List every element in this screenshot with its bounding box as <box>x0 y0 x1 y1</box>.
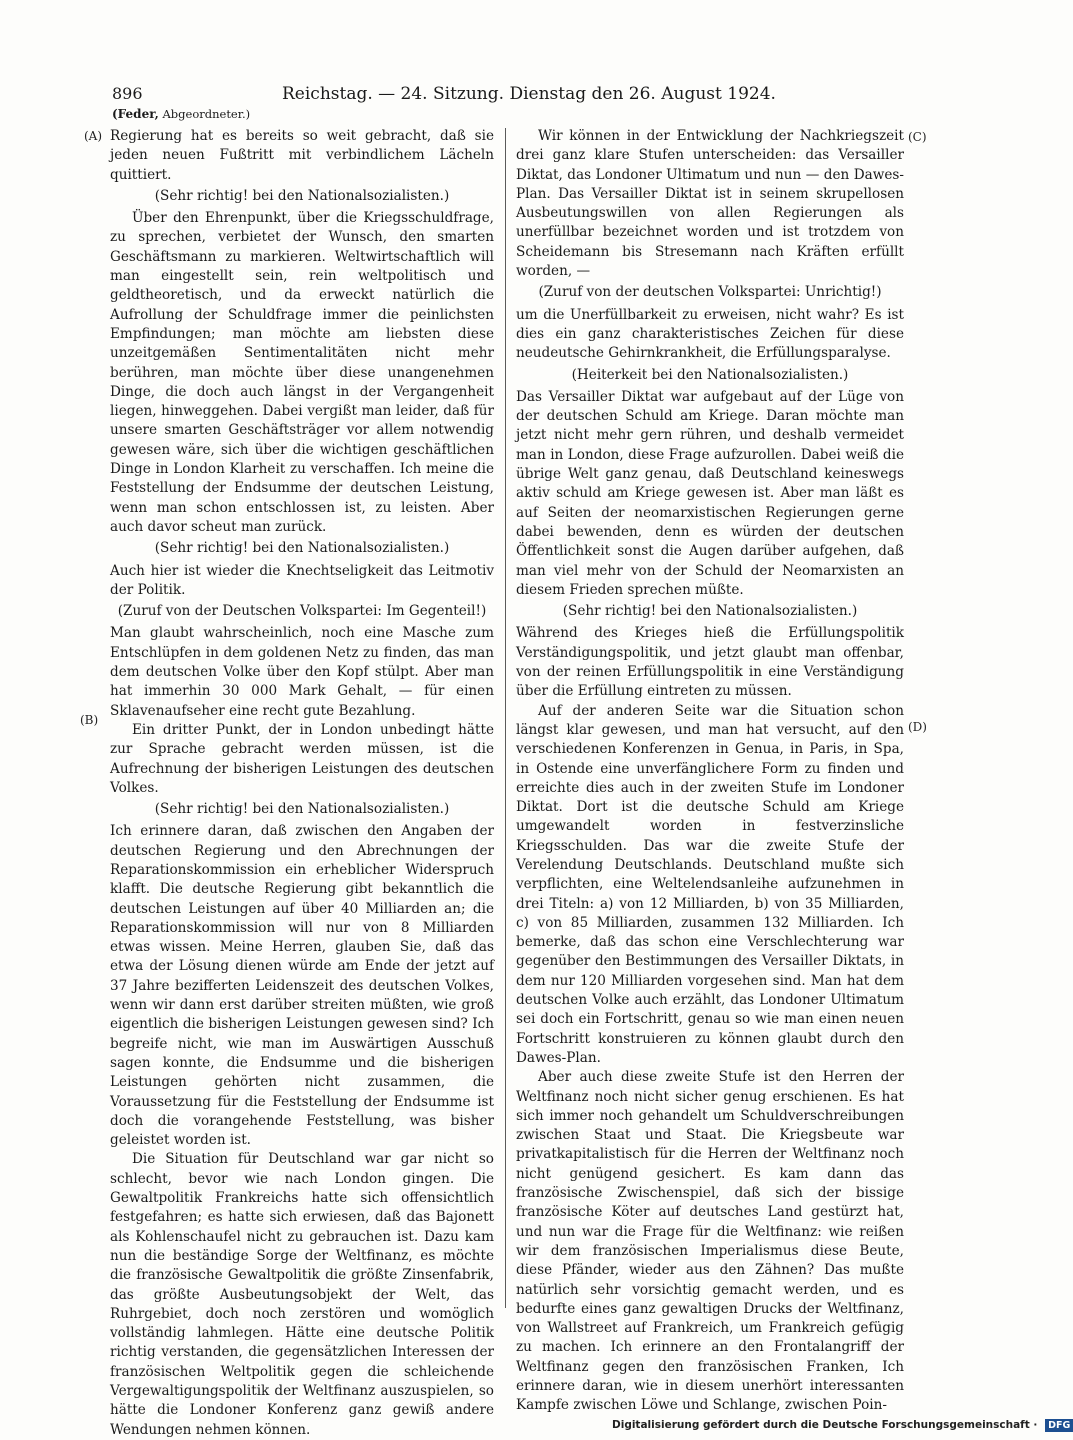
paragraph: Während des Krieges hieß die Erfüllungspolitik Verständigungspolitik, und jetzt glaubt man offenbar, von der reinen Erfüllungspolitik in eine Verständigung über die Erfüllung eintreten zu müssen. <box>516 625 904 700</box>
paragraph: Wir können in der Entwicklung der Nachkriegszeit drei ganz klare Stufen unterscheiden: das Versailler Diktat, das Londoner Ultimatum und nun — den Dawes-Plan. Das Versailler Diktat ist in seinem skrupellosen Ausbeutungswillen von allen Regierungen als unerfüllbar bezeichnet worden und ist trotzdem von Scheidemann bis Stresemann nach Kräften erfüllt worden, — <box>516 128 904 280</box>
margin-mark-b: (B) <box>80 713 99 727</box>
paragraph: Das Versailler Diktat war aufgebaut auf der Lüge von der deutschen Schuld am Kriege. Daran möchte man jetzt nicht mehr gern rühren, und deshalb vermeidet man in London, diese Frage aufzurollen. Dabei weiß die übrige Welt ganz genau, daß Deutschland keineswegs aktiv schuld am Kriege gewesen ist. Aber man läßt es auf Seiten der neomarxistischen Regierungen gerne dabei bewenden, denn es würden der deutschen Öffentlichkeit sonst die Augen darüber aufgehen, daß man viel mehr von der Schuld der Neomarxisten an diesem Frieden sprechen müßte. <box>516 388 904 598</box>
margin-mark-a: (A) <box>84 129 103 143</box>
paragraph: Man glaubt wahrscheinlich, noch eine Masche zum Entschlüpfen in dem goldenen Netz zu finden, das man dem deutschen Volke über den Kopf stülpt. Aber man hat immerhin 30 000 Mark Gehalt, — für einen Sklavenaufseher eine recht gute Bezahlung. <box>110 625 494 719</box>
footer-text: Digitalisierung gefördert durch die Deutsche Forschungsgemeinschaft · <box>612 1419 1038 1431</box>
footer-credit <box>612 1419 1073 1432</box>
column-divider <box>505 128 506 1308</box>
paragraph: Regierung hat es bereits so weit gebracht, daß sie jeden neuen Fußtritt mit verbindlichem Lächeln quittiert. <box>110 128 494 183</box>
interjection: (Heiterkeit bei den Nationalsozialisten.) <box>571 366 849 383</box>
left-column <box>110 127 494 1440</box>
speaker-role: Abgeordneter.) <box>162 107 251 121</box>
interjection: (Sehr richtig! bei den Nationalsozialisten.) <box>154 540 450 557</box>
paragraph: Ein dritter Punkt, der in London unbedingt hätte zur Sprache gebracht werden müssen, ist die Aufrechnung der bisherigen Leistungen des deutschen Volkes. <box>110 721 494 796</box>
interjection: (Zuruf von der deutschen Volkspartei: Unrichtig!) <box>538 284 882 301</box>
interjection: (Sehr richtig! bei den Nationalsozialisten.) <box>154 187 450 204</box>
running-title: Reichstag. — 24. Sitzung. Dienstag den 26. August 1924. <box>282 84 776 104</box>
margin-mark-d: (D) <box>908 720 927 734</box>
paragraph: Auch hier ist wieder die Knechtseligkeit das Leitmotiv der Politik. <box>110 562 494 598</box>
paragraph: Die Situation für Deutschland war gar nicht so schlecht, bevor wie nach London gingen. Die Gewaltpolitik Frankreichs hatte sich offensichtlich festgefahren; es hatte sich erwiesen, daß das Bajonett als Kohlenschaufel nicht zu gebrauchen ist. Dazu kam nun die beständige Sorge der Weltfinanz, es möchte die französische Gewaltpolitik die größte Zinsenfabrik, das größte Ausbeutungsobjekt der Welt, das Ruhrgebiet, doch noch zerstören und womöglich vollständig lahmlegen. Hätte eine deutsche Politik richtig verstanden, die gegensätzlichen Interessen der französischen Weltpolitik gegen die schleichende Vergewaltigungspolitik der Weltfinanz auszuspielen, so hätte die Londoner Konferenz ganz gewiß andere Wendungen nehmen können. <box>110 1151 494 1438</box>
page-number: 896 <box>112 84 143 103</box>
interjection: (Sehr richtig! bei den Nationalsozialisten.) <box>154 801 450 818</box>
paragraph: Ich erinnere daran, daß zwischen den Angaben der deutschen Regierung und den Abrechnungen der Reparationskommission ein erheblicher Widerspruch klafft. Die deutsche Regierung gibt bekanntlich die deutschen Leistungen auf über 40 Milliarden an; die Reparationskommission will nur von 8 Milliarden etwas wissen. Meine Herren, glauben Sie, daß das etwa der Lösung dienen würde am Ende der jetzt auf 37 Jahre bezifferten Leidenszeit des deutschen Volkes, wenn wir dann erst darüber streiten müßten, wie groß eigentlich die bisherigen Leistungen gewesen sind? Ich begreife nicht, wie man im Auswärtigen Ausschuß sagen konnte, die Endsumme und die bisherigen Leistungen gehörten nicht zusammen, die Voraussetzung für die Feststellung der Endsumme ist doch die vorangehende Feststellung, was bisher geleistet worden ist. <box>110 823 494 1149</box>
right-column <box>516 127 904 1416</box>
paragraph: um die Unerfüllbarkeit zu erweisen, nicht wahr? Es ist dies ein ganz charakteristisches Zeichen für diese neudeutsche Gehirnkrankheit, die Erfüllungsparalyse. <box>516 306 904 362</box>
paragraph: Über den Ehrenpunkt, über die Kriegsschuldfrage, zu sprechen, verbietet der Wunsch, den smarten Geschäftsmann zu markieren. Weltwirtschaftlich will man eingestellt sein, rein weltpolitisch und geldtheoretisch, und da erweckt natürlich die Aufrollung der Schuldfrage immer die peinlichsten Empfindungen; man möchte am liebsten diese unzeitgemäßen Sentimentalitäten nicht mehr berühren, man möchte über diese unangenehmen Dinge, die doch auch längst in der Vergangenheit liegen, hinweggehen. Dabei vergißt man leider, daß für unsere smarten Geschäftsträger vor allem notwendig gewesen wäre, sich über die wichtigen geschäftlichen Dinge in London Klarheit zu verschaffen. Ich meine die Feststellung der Endsumme der deutschen Leistung, wenn man schon entschlossen ist, zu leisten. Aber auch davor scheut man zurück. <box>110 210 494 535</box>
dfg-logo: DFG <box>1045 1419 1073 1432</box>
margin-mark-c: (C) <box>908 130 927 144</box>
speaker-label <box>112 107 250 121</box>
speaker-name: (Feder, <box>112 107 159 121</box>
page-header <box>112 84 776 108</box>
paragraph: Aber auch diese zweite Stufe ist den Herren der Weltfinanz noch nicht sicher genug erschienen. Es hat sich immer noch gehandelt um Schuldverschreibungen zwischen Staat und Staat. Die Kriegsbeute war privatkapitalistisch für die Herren der Weltfinanz noch nicht genügend gesichert. Es kam dann das französische Zwischenspiel, daß sich der bissige französische Köter auf deutsches Land gestürzt hat, und nun war die Frage für die Weltfinanz: wie reißen wir dem französischen Imperialismus diese Beute, diese Pfänder, wieder aus den Zähnen? Das mußte natürlich sehr vorsichtig gemacht werden, und es bedurfte eines ganz gewaltigen Drucks der Weltfinanz, von Wallstreet auf Frankreich, um Frankreich gefügig zu machen. Ich erinnere an den Frontalangriff der Weltfinanz gegen den französischen Franken, Ich erinnere daran, wie in diesem unerhört interessanten Kampfe zwischen Löwe und Schlange, zwischen Poin- <box>516 1069 904 1414</box>
interjection: (Zuruf von der Deutschen Volkspartei: Im Gegenteil!) <box>117 603 487 620</box>
interjection: (Sehr richtig! bei den Nationalsozialisten.) <box>562 603 858 620</box>
paragraph: Auf der anderen Seite war die Situation schon längst klar gewesen, und man hat versucht, auf den verschiedenen Konferenzen in Genua, in Paris, in Spa, in Ostende eine unverfänglichere Form zu finden und erreichte dies auch in der zweiten Stufe im Londoner Diktat. Dort ist die deutsche Schuld am Kriege umgewandelt worden in festverzinsliche Kriegsschulden. Das war die zweite Stufe der Verelendung Deutschlands. Deutschland mußte sich verpflichten, eine Weltelendsanleihe aufzunehmen in drei Titeln: a) von 12 Milliarden, b) von 35 Milliarden, c) von 85 Milliarden, zusammen 132 Milliarden. Ich bemerke, daß das schon eine Verschlechterung war gegenüber den Bestimmungen des Versailler Diktats, in dem nur 120 Milliarden vorgesehen sind. Man hat dem deutschen Volke auch erzählt, das Londoner Ultimatum sei doch ein Fortschritt, genau so wie man einen neuen Fortschritt konstruieren zu können glaubt durch den Dawes-Plan. <box>516 702 904 1066</box>
